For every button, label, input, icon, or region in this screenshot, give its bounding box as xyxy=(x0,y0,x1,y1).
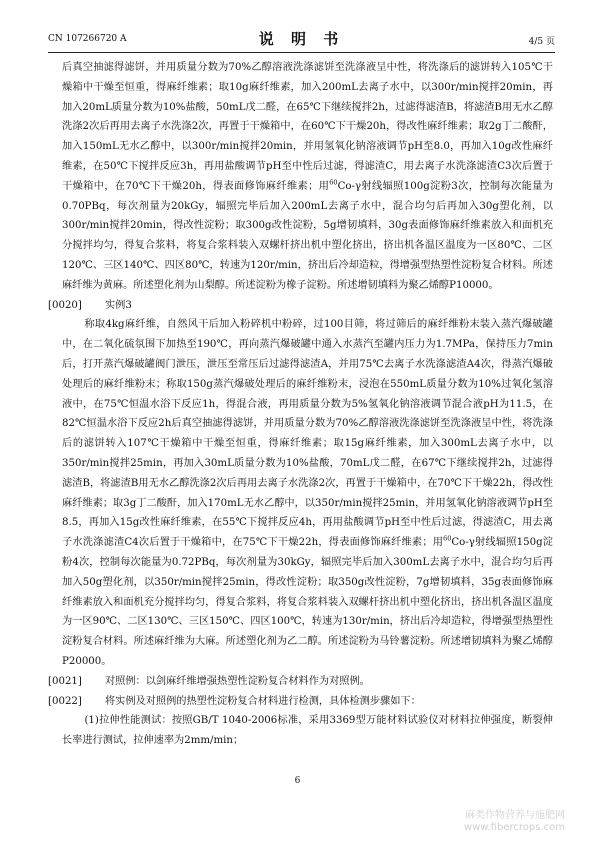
paragraph-test-item xyxy=(62,711,553,751)
paragraph-tag: [0020] xyxy=(48,299,82,311)
watermark-title: 麻类作物营养与施肥网 xyxy=(465,810,565,821)
paragraph-0020 xyxy=(48,296,553,316)
patent-number: CN 107266720 A xyxy=(48,34,127,44)
isotope-superscript: 60 xyxy=(443,534,452,543)
paragraph-tag: [0022] xyxy=(48,695,82,707)
paragraph-text: (1)拉伸性能测试：按照GB/T 1040-2006标准，采用3369型万能材料试验仪对材料拉伸强度，断裂伸长率进行测试，拉伸速率为2mm/min； xyxy=(62,715,553,747)
paragraph-0021 xyxy=(48,672,553,692)
paragraph-0022 xyxy=(48,692,553,712)
header-rule xyxy=(48,52,555,53)
paragraph-text: Co-γ射线辐照150g淀粉4次，控制每次能量为0.72PBq，每次剂量为30kGy，辐照完毕后加入300mL去离子水中，混合均匀后再加入50g塑化剂，以350r/min搅拌25min，得改性淀粉；取350g改性淀粉，7g增韧填料，35g表面修饰麻纤维素放入和面机充分搅拌均匀，得复合浆料，将复合浆料装入双螺杆挤出机中塑化挤出，挤出机各温区温度为一区90℃、二区130℃、三区150℃、四区100℃，转速为130r/min，挤出后冷却造粒，得增强型热塑性淀粉复合材料。所述麻纤维为大麻。所述塑化剂为乙二醇。所述淀粉为马铃薯淀粉。所述增韧填料为聚乙烯醇P20000。 xyxy=(62,537,553,667)
document-title: 说 明 书 xyxy=(258,30,345,48)
paragraph-text: 对照例：以剑麻纤维增强热塑性淀粉复合材料作为对照例。 xyxy=(104,675,370,687)
document-body xyxy=(48,58,554,751)
watermark-url: www.fibercrops.com xyxy=(463,822,565,833)
page-indicator: 4/5 页 xyxy=(528,37,555,47)
paragraph-text: 后真空抽滤得滤饼，并用质量分数为70%乙醇溶液洗涤滤饼至洗涤液呈中性，将洗涤后的滤饼转入105℃干燥箱中干燥至恒重，得麻纤维素；取10g麻纤维素，加入200mL去离子水中，以300r/min搅拌20min，再加入20mL质量分数为10%盐酸，50mL戊二醛，在65℃下继续搅拌2h，过滤得滤渣B，将滤渣B用无水乙醇洗涤2次后再用去离子水洗涤2次，再置于干燥箱中，在60℃下干燥20h，得改性麻纤维素；取2g丁二酸酐，加入150mL无水乙醇中，以300r/min搅拌20min，并用氢氧化钠溶液调节pH至8.0，再加入10g改性麻纤维素，在50℃下搅拌反应3h，再用盐酸调节pH至中性后过滤，得滤渣C，用去离子水洗涤滤渣C3次后置于干燥箱中，在70℃下干燥20h，得表面修饰麻纤维素；用 xyxy=(62,62,553,192)
paragraph-text: Co-γ射线辐照100g淀粉3次，控制每次能量为0.70PBq，每次剂量为20kGy，辐照完毕后加入200mL去离子水中，混合均匀后再加入30g塑化剂，以300r/min搅拌20min，得改性淀粉；取300g改性淀粉，5g增韧填料，30g表面修饰麻纤维素放入和面机充分搅拌均匀，得复合浆料，将复合浆料装入双螺杆挤出机中塑化挤出，挤出机各温区温度为一区80℃、二区120℃、三区140℃、四区80℃，转速为120r/min，挤出后冷却造粒，得增强型热塑性淀粉复合材料。所述麻纤维为黄麻。所述塑化剂为山梨醇。所述淀粉为橡子淀粉。所述增韧填料为聚乙烯醇P10000。 xyxy=(62,180,554,291)
watermark xyxy=(464,810,565,834)
paragraph-example3 xyxy=(62,315,553,671)
page-number: 6 xyxy=(294,776,301,786)
paragraph-tag: [0021] xyxy=(48,675,82,687)
section-heading: 实例3 xyxy=(104,299,132,311)
isotope-superscript: 60 xyxy=(329,178,338,187)
paragraph-continued xyxy=(62,58,553,296)
paragraph-text: 将实例及对照例的热塑性淀粉复合材料进行检测，具体检测步骤如下： xyxy=(104,695,421,707)
page-header xyxy=(48,28,555,50)
paragraph-text: 称取4kg麻纤维，自然风干后加入粉碎机中粉碎，过100目筛，将过筛后的麻纤维粉末装入蒸汽爆破罐中，在二氧化硫氛围下加热至190℃，再向蒸汽爆破罐中通入水蒸汽至罐内压力为1.7MPa，保持压力7min后，打开蒸汽爆破罐阀门泄压，泄压至常压后过滤得滤渣A，并用75℃去离子水洗涤滤渣A4次，得蒸汽爆破处理后的麻纤维粉末；称取150g蒸汽爆破处理后的麻纤维粉末，浸泡在550mL质量分数为10%过氧化氢溶液中，在75℃恒温水浴下反应1h，得混合液，再用质量分数为5%氢氧化钠溶液调节混合液pH为11.5，在82℃恒温水浴下反应2h后真空抽滤得滤饼，并用质量分数为70%乙醇溶液洗涤滤饼至洗涤液呈中性，将洗涤后的滤饼转入107℃干燥箱中干燥至恒重，得麻纤维素；取15g麻纤维素，加入300mL去离子水中，以350r/min搅拌25min，再加入30mL质量分数为10%盐酸，70mL戊二醛，在67℃下继续搅拌2h，过滤得滤渣B，将滤渣B用无水乙醇洗涤2次后再用去离子水洗涤2次，再置于干燥箱中，在70℃下干燥22h，得改性麻纤维素；取3g丁二酸酐，加入170mL无水乙醇中，以350r/min搅拌25min，并用氢氧化钠溶液调节pH至8.5，再加入15g改性麻纤维素，在55℃下搅拌反应4h，再用盐酸调节pH至中性后过滤，得滤渣C，用去离子水洗涤滤渣C4次后置于干燥箱中，在75℃下干燥22h，得表面修饰麻纤维素；用 xyxy=(62,319,553,549)
